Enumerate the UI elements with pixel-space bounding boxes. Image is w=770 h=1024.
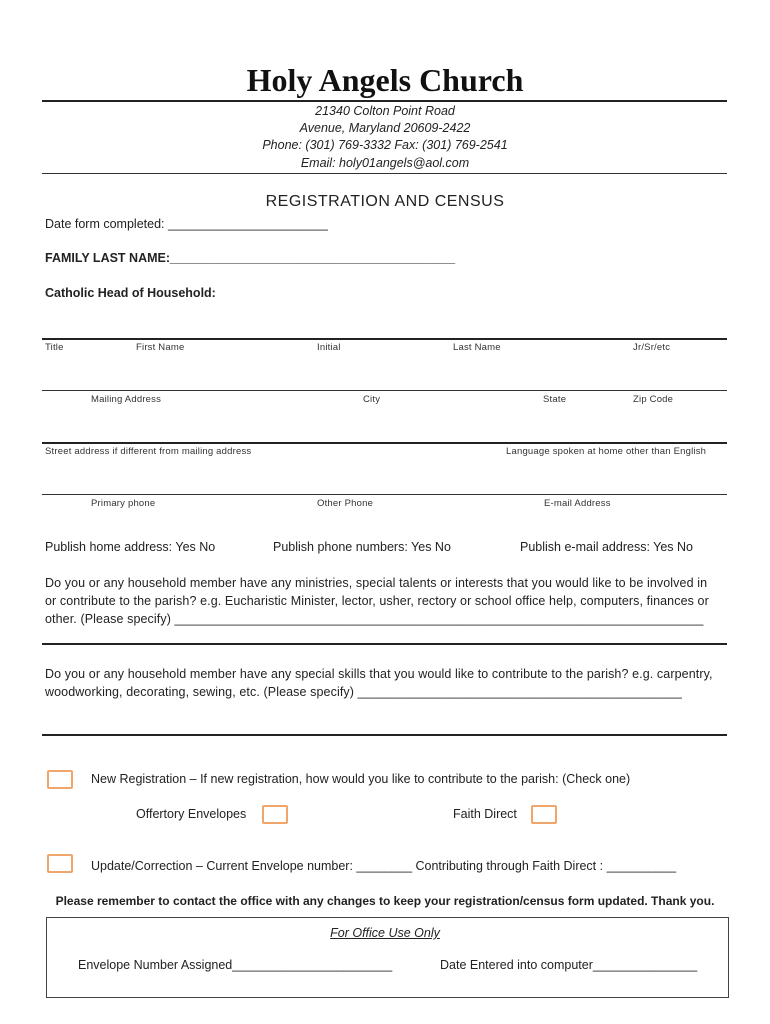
date-entered-field[interactable] bbox=[440, 958, 697, 972]
phone-fax-line: Phone: (301) 769-3332 Fax: (301) 769-2541 bbox=[262, 138, 508, 152]
first-name-label: First Name bbox=[136, 342, 185, 353]
offertory-envelopes-label: Offertory Envelopes bbox=[136, 807, 247, 821]
new-registration-checkbox[interactable] bbox=[47, 770, 73, 789]
initial-label: Initial bbox=[317, 342, 341, 353]
ministries-answer-line[interactable] bbox=[42, 643, 727, 645]
address-line-1: 21340 Colton Point Road bbox=[315, 104, 455, 118]
church-name: Holy Angels Church bbox=[246, 62, 524, 98]
date-entered-label: Date Entered into computer bbox=[440, 958, 593, 972]
skills-question[interactable] bbox=[45, 665, 735, 701]
ministries-question[interactable] bbox=[45, 574, 735, 628]
offertory-envelopes-checkbox[interactable] bbox=[262, 805, 288, 824]
envelope-number-label: Envelope Number Assigned bbox=[78, 958, 233, 972]
address-line-2: Avenue, Maryland 20609-2422 bbox=[299, 121, 471, 135]
header-divider-bottom bbox=[42, 173, 727, 174]
update-correction-checkbox[interactable] bbox=[47, 854, 73, 873]
date-completed-field[interactable]: Date form completed: _______________________ bbox=[45, 217, 328, 231]
publish-home-address[interactable]: Publish home address: Yes No bbox=[45, 540, 216, 554]
skills-line-2: woodworking, decorating, sewing, etc. (Please specify) ______________________________________________ bbox=[45, 685, 682, 699]
address-row-line[interactable] bbox=[42, 390, 727, 391]
form-title: REGISTRATION AND CENSUS bbox=[265, 193, 505, 210]
ministries-line-3: other. (Please specify) ___________________________________________________________________________ bbox=[45, 612, 704, 626]
head-of-household-label: Catholic Head of Household: bbox=[45, 286, 216, 300]
title-label: Title bbox=[45, 342, 64, 353]
last-name-label: Last Name bbox=[453, 342, 501, 353]
other-phone-label: Other Phone bbox=[317, 498, 374, 509]
state-label: State bbox=[543, 394, 567, 405]
ministries-line-2: or contribute to the parish? e.g. Eucharistic Minister, lector, usher, rectory or school office help, computers, finances or bbox=[45, 594, 709, 608]
city-label: City bbox=[363, 394, 381, 405]
skills-line-1: Do you or any household member have any special skills that you would like to contribute to the parish? e.g. carpentry, bbox=[45, 667, 713, 681]
mailing-address-label: Mailing Address bbox=[91, 394, 162, 405]
zip-code-label: Zip Code bbox=[633, 394, 674, 405]
suffix-label: Jr/Sr/etc bbox=[633, 342, 671, 353]
envelope-number-blank: _______________________ bbox=[232, 958, 393, 972]
new-registration-label: New Registration – If new registration, how would you like to contribute to the parish: (Check one) bbox=[91, 772, 631, 786]
publish-phone-numbers[interactable]: Publish phone numbers: Yes No bbox=[273, 540, 451, 554]
ministries-line-1: Do you or any household member have any ministries, special talents or interests that you would like to be involved in bbox=[45, 576, 708, 590]
street-address-label: Street address if different from mailing address bbox=[45, 446, 252, 457]
family-last-name-field[interactable]: FAMILY LAST NAME:_________________________________________ bbox=[45, 251, 456, 265]
language-label: Language spoken at home other than English bbox=[506, 446, 707, 457]
faith-direct-label: Faith Direct bbox=[453, 807, 517, 821]
publish-email-address[interactable]: Publish e-mail address: Yes No bbox=[520, 540, 694, 554]
phone-row-line[interactable] bbox=[42, 494, 727, 495]
faith-direct-checkbox[interactable] bbox=[531, 805, 557, 824]
email-line: Email: holy01angels@aol.com bbox=[300, 156, 470, 170]
update-correction-label: Update/Correction – Current Envelope number: ________ Contributing through Faith Direct : __________ bbox=[91, 859, 677, 873]
date-entered-blank: _______________ bbox=[592, 958, 698, 972]
email-address-label: E-mail Address bbox=[544, 498, 611, 509]
office-use-heading: For Office Use Only bbox=[330, 926, 440, 940]
name-row-line[interactable] bbox=[42, 338, 727, 340]
envelope-number-field[interactable] bbox=[78, 958, 392, 972]
header-divider-top bbox=[42, 100, 727, 102]
street-row-line[interactable] bbox=[42, 442, 727, 444]
skills-answer-line[interactable] bbox=[42, 734, 727, 736]
primary-phone-label: Primary phone bbox=[91, 498, 156, 509]
reminder-text: Please remember to contact the office with any changes to keep your registration/census form updated. Thank you. bbox=[55, 894, 715, 908]
